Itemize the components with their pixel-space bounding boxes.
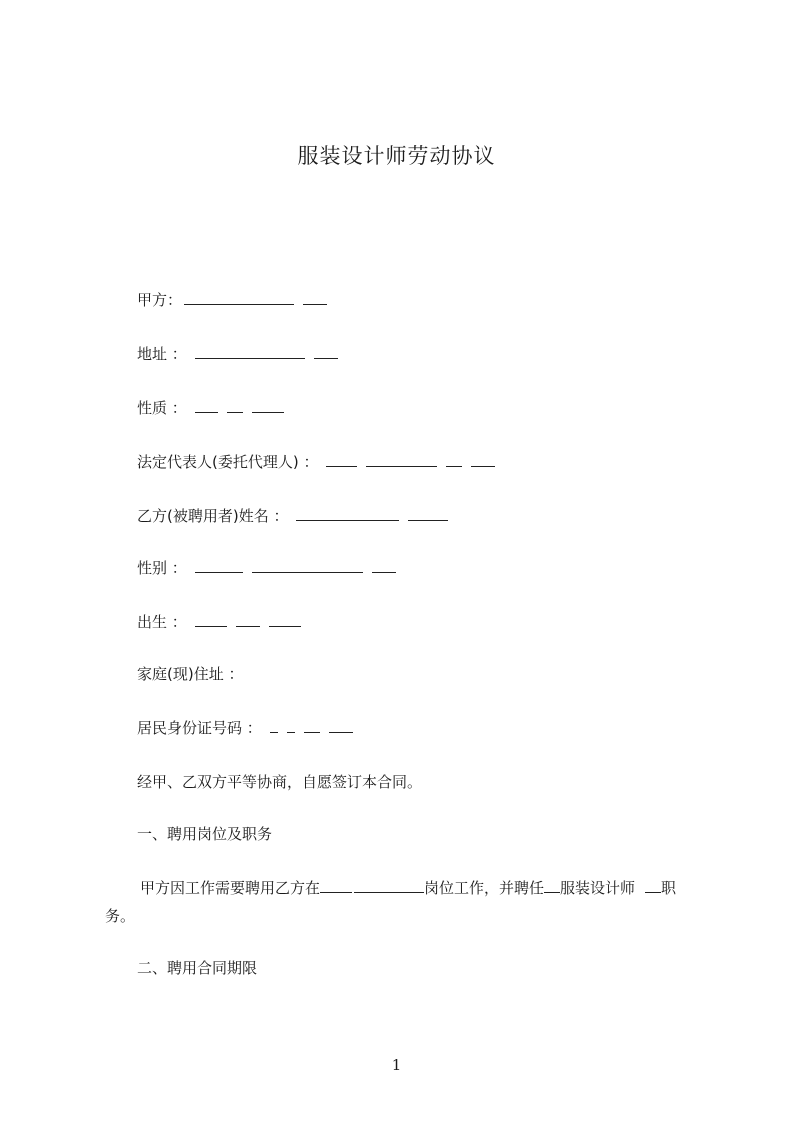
section-2-heading: 二、聘用合同期限 [137,959,258,977]
agreement-sentence: 经甲、乙双方平等协商，自愿签订本合同。 [137,773,423,791]
address-blank-2 [314,344,338,359]
gender-blank-2 [252,558,363,573]
address-line [137,344,347,364]
id-number-blank-1 [270,718,278,733]
id-number-line [137,718,362,738]
document-title: 服装设计师劳动协议 [297,144,496,168]
page-number: 1 [391,1056,402,1074]
home-address-label: 家庭(现)住址 ： [137,665,244,683]
party-b-name-blank-2 [408,506,448,521]
gender-blank-3 [372,558,396,573]
legal-rep-blank-1 [326,452,357,467]
section-1-post-blank-2 [354,878,424,893]
party-a-line [137,290,336,310]
address-blank [195,344,305,359]
party-a-label: 甲方： [137,291,183,309]
nature-label: 性质 ： [137,399,187,417]
nature-blank-3 [252,398,284,413]
party-a-blank [184,290,294,305]
nature-line [137,398,293,418]
gender-blank-1 [195,558,243,573]
section-1-text-b: 岗位工作，并聘任 [424,879,545,897]
nature-blank-2 [227,398,243,413]
party-b-name-line [137,506,457,526]
section-1-role: 服装设计师 [560,879,636,897]
party-a-blank-2 [303,290,327,305]
legal-rep-label: 法定代表人(委托代理人) ： [137,453,319,471]
gender-label: 性别 ： [137,559,187,577]
birth-label: 出生 ： [137,613,187,631]
section-1-post-blank-1 [320,878,352,893]
id-number-blank-4 [329,718,353,733]
address-label: 地址 ： [137,345,187,363]
id-number-blank-3 [304,718,320,733]
section-1-paragraph [105,874,705,930]
birth-blank-1 [195,612,227,627]
section-1-text-c: 职 [661,879,677,897]
section-1-heading: 一、聘用岗位及职务 [137,825,273,843]
id-number-blank-2 [287,718,295,733]
section-1-role-blank-left [544,878,560,893]
birth-line [137,612,310,632]
party-b-name-label: 乙方(被聘用者)姓名 ： [137,507,289,525]
legal-rep-blank-3 [446,452,462,467]
gender-line [137,558,405,578]
birth-blank-2 [236,612,260,627]
section-1-role-blank-right [645,878,661,893]
birth-blank-3 [269,612,301,627]
party-b-name-blank-1 [296,506,399,521]
nature-blank-1 [195,398,218,413]
id-number-label: 居民身份证号码 ： [137,719,262,737]
legal-rep-blank-4 [471,452,495,467]
legal-rep-line [137,452,504,472]
section-1-text-d: 务。 [105,907,136,925]
legal-rep-blank-2 [366,452,437,467]
home-address-line [137,664,243,684]
section-1-text-a: 甲方因工作需要聘用乙方在 [140,879,321,897]
